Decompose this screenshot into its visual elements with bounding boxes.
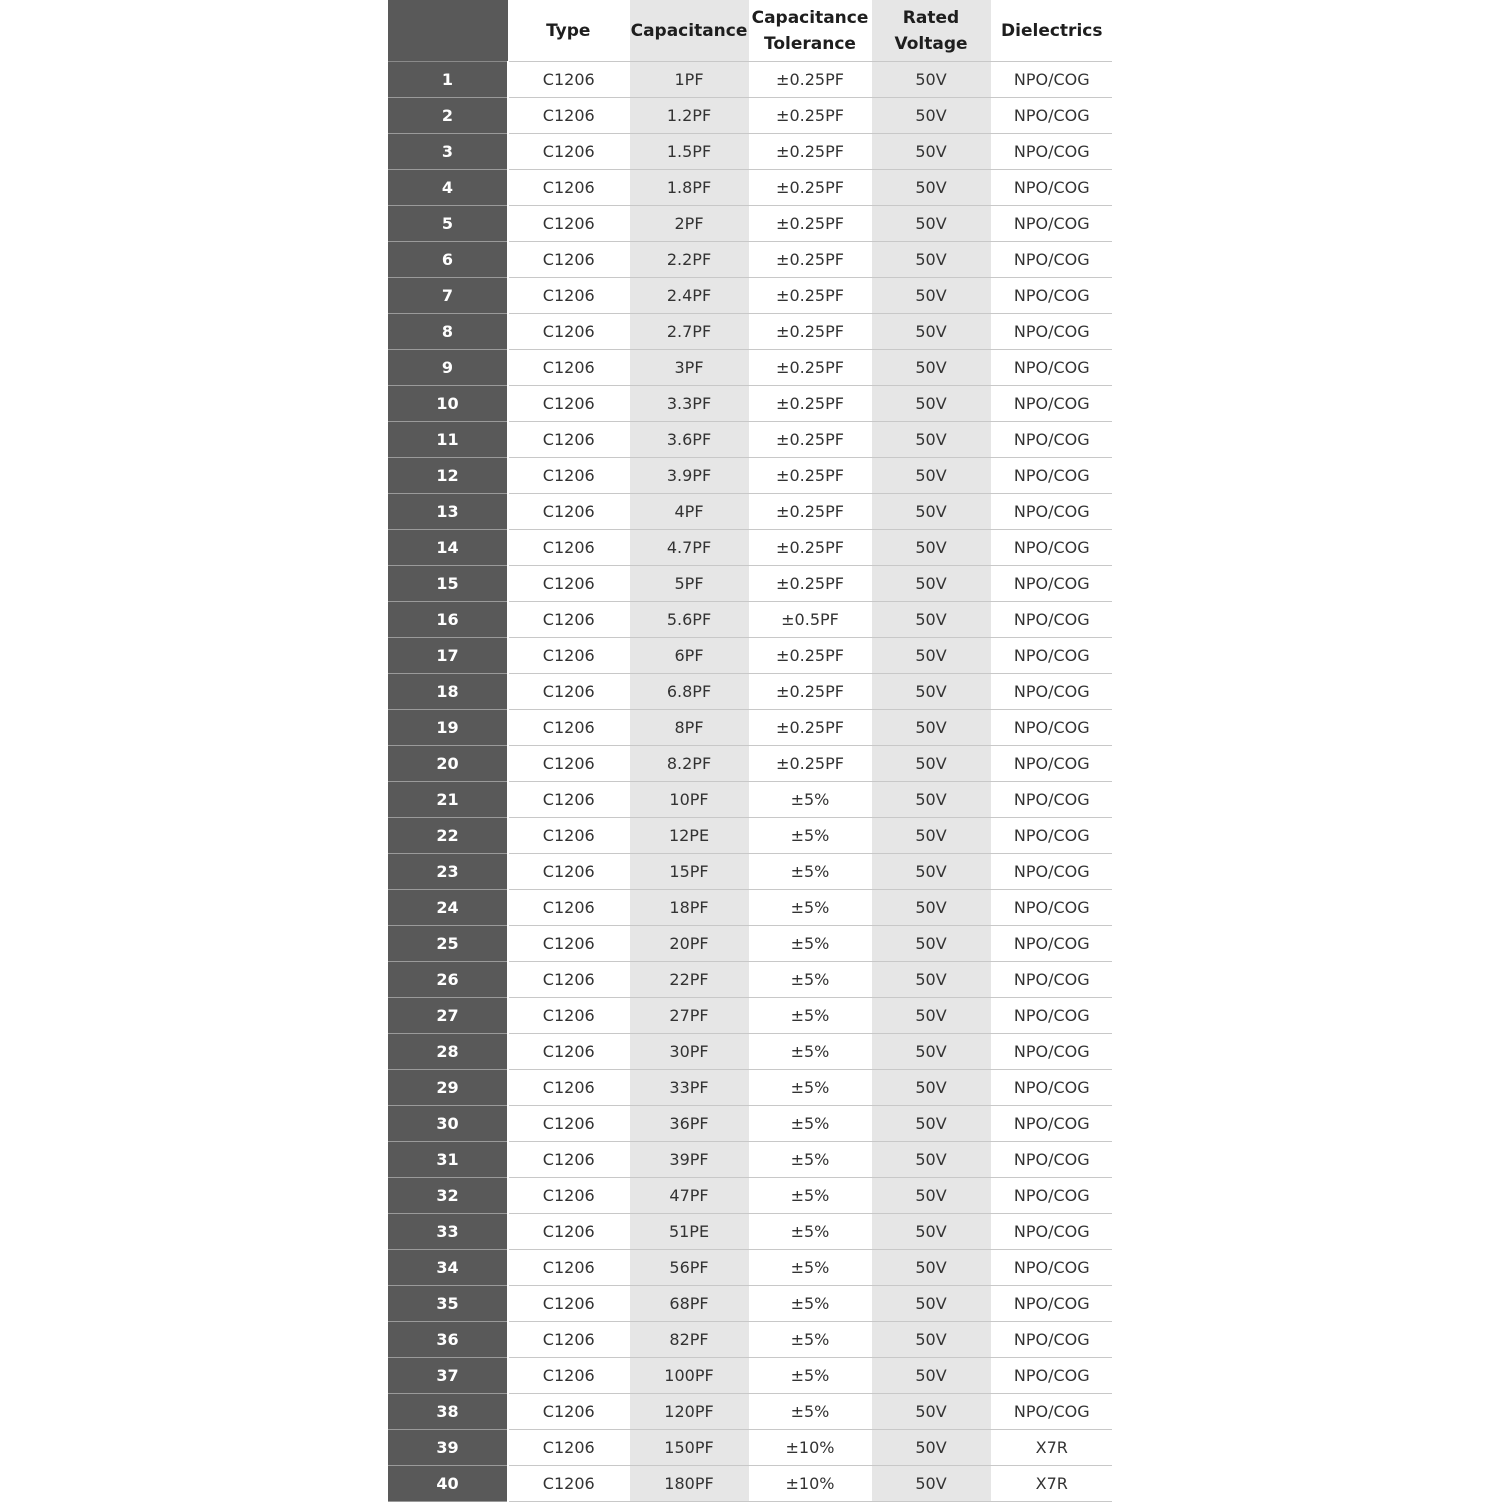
row-index: 25 bbox=[388, 926, 508, 962]
row-index: 10 bbox=[388, 386, 508, 422]
dielectrics-cell: NPO/COG bbox=[991, 350, 1112, 386]
capacitance-cell: 22PF bbox=[629, 962, 749, 998]
type-cell: C1206 bbox=[508, 242, 629, 278]
dielectrics-cell: NPO/COG bbox=[991, 1358, 1112, 1394]
type-cell: C1206 bbox=[508, 890, 629, 926]
rated-voltage-cell: 50V bbox=[871, 1106, 991, 1142]
capacitance-cell: 27PF bbox=[629, 998, 749, 1034]
dielectrics-cell: NPO/COG bbox=[991, 1178, 1112, 1214]
capacitance-cell: 6PF bbox=[629, 638, 749, 674]
tolerance-cell: ±0.25PF bbox=[749, 278, 871, 314]
row-index: 27 bbox=[388, 998, 508, 1034]
capacitance-column-header: Capacitance bbox=[629, 0, 749, 62]
row-index: 34 bbox=[388, 1250, 508, 1286]
type-cell: C1206 bbox=[508, 1142, 629, 1178]
table-row bbox=[388, 782, 1112, 818]
row-index: 32 bbox=[388, 1178, 508, 1214]
capacitance-cell: 4PF bbox=[629, 494, 749, 530]
dielectrics-cell: NPO/COG bbox=[991, 1250, 1112, 1286]
tolerance-cell: ±5% bbox=[749, 1322, 871, 1358]
tolerance-cell: ±0.25PF bbox=[749, 566, 871, 602]
capacitance-cell: 36PF bbox=[629, 1106, 749, 1142]
row-index: 17 bbox=[388, 638, 508, 674]
capacitance-cell: 3PF bbox=[629, 350, 749, 386]
type-cell: C1206 bbox=[508, 638, 629, 674]
capacitance-cell: 3.6PF bbox=[629, 422, 749, 458]
type-cell: C1206 bbox=[508, 746, 629, 782]
type-cell: C1206 bbox=[508, 1466, 629, 1502]
type-cell: C1206 bbox=[508, 1394, 629, 1430]
rated-voltage-cell: 50V bbox=[871, 1250, 991, 1286]
type-cell: C1206 bbox=[508, 782, 629, 818]
table-row bbox=[388, 1394, 1112, 1430]
rated-voltage-cell: 50V bbox=[871, 1322, 991, 1358]
dielectrics-cell: NPO/COG bbox=[991, 854, 1112, 890]
type-cell: C1206 bbox=[508, 710, 629, 746]
type-cell: C1206 bbox=[508, 1250, 629, 1286]
tolerance-cell: ±10% bbox=[749, 1430, 871, 1466]
tolerance-cell: ±0.25PF bbox=[749, 62, 871, 98]
capacitance-cell: 68PF bbox=[629, 1286, 749, 1322]
type-cell: C1206 bbox=[508, 1034, 629, 1070]
table-row bbox=[388, 1430, 1112, 1466]
dielectrics-cell: NPO/COG bbox=[991, 674, 1112, 710]
tolerance-cell: ±0.25PF bbox=[749, 350, 871, 386]
row-index: 23 bbox=[388, 854, 508, 890]
row-index: 24 bbox=[388, 890, 508, 926]
dielectrics-cell: NPO/COG bbox=[991, 422, 1112, 458]
dielectrics-cell: NPO/COG bbox=[991, 782, 1112, 818]
type-cell: C1206 bbox=[508, 422, 629, 458]
table-body bbox=[388, 62, 1112, 1502]
tolerance-cell: ±5% bbox=[749, 1214, 871, 1250]
row-index: 3 bbox=[388, 134, 508, 170]
row-index: 9 bbox=[388, 350, 508, 386]
rated-voltage-cell: 50V bbox=[871, 998, 991, 1034]
table-row bbox=[388, 1322, 1112, 1358]
rated-voltage-cell: 50V bbox=[871, 782, 991, 818]
tolerance-cell: ±5% bbox=[749, 1142, 871, 1178]
table-row bbox=[388, 1250, 1112, 1286]
type-cell: C1206 bbox=[508, 1322, 629, 1358]
type-cell: C1206 bbox=[508, 386, 629, 422]
tolerance-cell: ±5% bbox=[749, 1358, 871, 1394]
dielectrics-cell: NPO/COG bbox=[991, 566, 1112, 602]
table-row bbox=[388, 1466, 1112, 1502]
row-index: 20 bbox=[388, 746, 508, 782]
dielectrics-cell: NPO/COG bbox=[991, 602, 1112, 638]
header-row bbox=[388, 0, 1112, 62]
dielectrics-cell: NPO/COG bbox=[991, 746, 1112, 782]
capacitance-cell: 120PF bbox=[629, 1394, 749, 1430]
tolerance-cell: ±5% bbox=[749, 1250, 871, 1286]
dielectrics-cell: NPO/COG bbox=[991, 170, 1112, 206]
type-cell: C1206 bbox=[508, 494, 629, 530]
row-index: 22 bbox=[388, 818, 508, 854]
dielectrics-cell: X7R bbox=[991, 1466, 1112, 1502]
type-cell: C1206 bbox=[508, 818, 629, 854]
rated-voltage-cell: 50V bbox=[871, 530, 991, 566]
rated-voltage-cell: 50V bbox=[871, 350, 991, 386]
rated-voltage-cell: 50V bbox=[871, 1358, 991, 1394]
table-row bbox=[388, 134, 1112, 170]
type-cell: C1206 bbox=[508, 314, 629, 350]
rated-voltage-cell: 50V bbox=[871, 242, 991, 278]
rated-voltage-cell: 50V bbox=[871, 1070, 991, 1106]
capacitance-cell: 51PE bbox=[629, 1214, 749, 1250]
capacitance-cell: 4.7PF bbox=[629, 530, 749, 566]
type-column-header: Type bbox=[508, 0, 629, 62]
table-row bbox=[388, 1214, 1112, 1250]
table-row bbox=[388, 350, 1112, 386]
table-row bbox=[388, 1106, 1112, 1142]
rated-voltage-cell: 50V bbox=[871, 926, 991, 962]
capacitance-cell: 33PF bbox=[629, 1070, 749, 1106]
dielectrics-cell: NPO/COG bbox=[991, 494, 1112, 530]
dielectrics-cell: NPO/COG bbox=[991, 710, 1112, 746]
type-cell: C1206 bbox=[508, 98, 629, 134]
row-index: 12 bbox=[388, 458, 508, 494]
tolerance-cell: ±0.25PF bbox=[749, 638, 871, 674]
capacitance-cell: 2.7PF bbox=[629, 314, 749, 350]
table-row bbox=[388, 1286, 1112, 1322]
tolerance-cell: ±0.25PF bbox=[749, 386, 871, 422]
type-cell: C1206 bbox=[508, 350, 629, 386]
row-index: 21 bbox=[388, 782, 508, 818]
type-cell: C1206 bbox=[508, 1070, 629, 1106]
capacitance-cell: 150PF bbox=[629, 1430, 749, 1466]
table-row bbox=[388, 602, 1112, 638]
capacitance-cell: 2.2PF bbox=[629, 242, 749, 278]
rated-voltage-cell: 50V bbox=[871, 62, 991, 98]
tolerance-cell: ±0.25PF bbox=[749, 458, 871, 494]
dielectrics-cell: NPO/COG bbox=[991, 62, 1112, 98]
table-row bbox=[388, 746, 1112, 782]
row-index: 6 bbox=[388, 242, 508, 278]
table-row bbox=[388, 458, 1112, 494]
type-cell: C1206 bbox=[508, 62, 629, 98]
table-row bbox=[388, 1034, 1112, 1070]
table-row bbox=[388, 386, 1112, 422]
row-index: 1 bbox=[388, 62, 508, 98]
tolerance-cell: ±5% bbox=[749, 1178, 871, 1214]
tolerance-cell: ±5% bbox=[749, 1394, 871, 1430]
rated-voltage-cell: 50V bbox=[871, 314, 991, 350]
type-cell: C1206 bbox=[508, 1430, 629, 1466]
table-row bbox=[388, 98, 1112, 134]
table-row bbox=[388, 854, 1112, 890]
tolerance-cell: ±0.25PF bbox=[749, 710, 871, 746]
type-cell: C1206 bbox=[508, 602, 629, 638]
table-row bbox=[388, 530, 1112, 566]
tolerance-cell: ±5% bbox=[749, 854, 871, 890]
rated-voltage-cell: 50V bbox=[871, 638, 991, 674]
dielectrics-cell: NPO/COG bbox=[991, 134, 1112, 170]
dielectrics-cell: NPO/COG bbox=[991, 1286, 1112, 1322]
rated-voltage-cell: 50V bbox=[871, 1214, 991, 1250]
row-index: 19 bbox=[388, 710, 508, 746]
rated-voltage-cell: 50V bbox=[871, 458, 991, 494]
rated-voltage-cell: 50V bbox=[871, 1034, 991, 1070]
capacitance-cell: 1.8PF bbox=[629, 170, 749, 206]
dielectrics-cell: NPO/COG bbox=[991, 278, 1112, 314]
dielectrics-cell: X7R bbox=[991, 1430, 1112, 1466]
rated-voltage-cell: 50V bbox=[871, 386, 991, 422]
tolerance-cell: ±0.25PF bbox=[749, 530, 871, 566]
table-row bbox=[388, 566, 1112, 602]
table-row bbox=[388, 314, 1112, 350]
type-cell: C1206 bbox=[508, 1286, 629, 1322]
capacitance-cell: 1.5PF bbox=[629, 134, 749, 170]
rated-voltage-cell: 50V bbox=[871, 674, 991, 710]
type-cell: C1206 bbox=[508, 170, 629, 206]
table-row bbox=[388, 1178, 1112, 1214]
tolerance-cell: ±5% bbox=[749, 782, 871, 818]
rated-voltage-cell: 50V bbox=[871, 746, 991, 782]
capacitance-cell: 20PF bbox=[629, 926, 749, 962]
type-cell: C1206 bbox=[508, 566, 629, 602]
table-row bbox=[388, 422, 1112, 458]
rated-voltage-cell: 50V bbox=[871, 422, 991, 458]
capacitance-cell: 180PF bbox=[629, 1466, 749, 1502]
capacitance-cell: 2.4PF bbox=[629, 278, 749, 314]
row-index: 26 bbox=[388, 962, 508, 998]
type-cell: C1206 bbox=[508, 962, 629, 998]
row-index: 11 bbox=[388, 422, 508, 458]
table-row bbox=[388, 890, 1112, 926]
tolerance-cell: ±0.25PF bbox=[749, 242, 871, 278]
rated-voltage-cell: 50V bbox=[871, 494, 991, 530]
table-row bbox=[388, 1070, 1112, 1106]
rated-voltage-cell: 50V bbox=[871, 962, 991, 998]
tolerance-cell: ±0.25PF bbox=[749, 674, 871, 710]
rated-voltage-column-header: Rated Voltage bbox=[871, 0, 991, 62]
rated-voltage-cell: 50V bbox=[871, 1466, 991, 1502]
row-index: 31 bbox=[388, 1142, 508, 1178]
table-row bbox=[388, 1358, 1112, 1394]
row-index: 14 bbox=[388, 530, 508, 566]
type-cell: C1206 bbox=[508, 674, 629, 710]
type-cell: C1206 bbox=[508, 926, 629, 962]
table-row bbox=[388, 494, 1112, 530]
tolerance-cell: ±0.25PF bbox=[749, 746, 871, 782]
dielectrics-cell: NPO/COG bbox=[991, 206, 1112, 242]
capacitance-cell: 5PF bbox=[629, 566, 749, 602]
row-index: 2 bbox=[388, 98, 508, 134]
rated-voltage-cell: 50V bbox=[871, 710, 991, 746]
capacitance-cell: 82PF bbox=[629, 1322, 749, 1358]
dielectrics-cell: NPO/COG bbox=[991, 818, 1112, 854]
row-index: 5 bbox=[388, 206, 508, 242]
tolerance-cell: ±5% bbox=[749, 1070, 871, 1106]
rated-voltage-cell: 50V bbox=[871, 278, 991, 314]
dielectrics-cell: NPO/COG bbox=[991, 638, 1112, 674]
capacitance-cell: 3.9PF bbox=[629, 458, 749, 494]
row-index: 38 bbox=[388, 1394, 508, 1430]
dielectrics-cell: NPO/COG bbox=[991, 1394, 1112, 1430]
type-cell: C1206 bbox=[508, 854, 629, 890]
rated-voltage-cell: 50V bbox=[871, 1142, 991, 1178]
dielectrics-cell: NPO/COG bbox=[991, 998, 1112, 1034]
table-row bbox=[388, 278, 1112, 314]
dielectrics-cell: NPO/COG bbox=[991, 1322, 1112, 1358]
tolerance-cell: ±0.25PF bbox=[749, 98, 871, 134]
table-row bbox=[388, 998, 1112, 1034]
rated-voltage-cell: 50V bbox=[871, 890, 991, 926]
capacitance-cell: 6.8PF bbox=[629, 674, 749, 710]
rated-voltage-cell: 50V bbox=[871, 566, 991, 602]
dielectrics-cell: NPO/COG bbox=[991, 926, 1112, 962]
table-row bbox=[388, 170, 1112, 206]
capacitance-cell: 30PF bbox=[629, 1034, 749, 1070]
row-index: 13 bbox=[388, 494, 508, 530]
tolerance-cell: ±5% bbox=[749, 1106, 871, 1142]
capacitance-cell: 5.6PF bbox=[629, 602, 749, 638]
type-cell: C1206 bbox=[508, 134, 629, 170]
dielectrics-cell: NPO/COG bbox=[991, 1034, 1112, 1070]
rated-voltage-cell: 50V bbox=[871, 1178, 991, 1214]
table-row bbox=[388, 1142, 1112, 1178]
tolerance-cell: ±0.25PF bbox=[749, 134, 871, 170]
capacitance-cell: 2PF bbox=[629, 206, 749, 242]
dielectrics-cell: NPO/COG bbox=[991, 530, 1112, 566]
dielectrics-cell: NPO/COG bbox=[991, 98, 1112, 134]
capacitance-cell: 8PF bbox=[629, 710, 749, 746]
index-column-header bbox=[388, 0, 508, 62]
table-row bbox=[388, 926, 1112, 962]
rated-voltage-cell: 50V bbox=[871, 602, 991, 638]
capacitance-cell: 15PF bbox=[629, 854, 749, 890]
capacitance-cell: 18PF bbox=[629, 890, 749, 926]
tolerance-cell: ±0.5PF bbox=[749, 602, 871, 638]
dielectrics-cell: NPO/COG bbox=[991, 1106, 1112, 1142]
tolerance-cell: ±5% bbox=[749, 818, 871, 854]
capacitance-cell: 39PF bbox=[629, 1142, 749, 1178]
tolerance-cell: ±5% bbox=[749, 926, 871, 962]
row-index: 28 bbox=[388, 1034, 508, 1070]
type-cell: C1206 bbox=[508, 530, 629, 566]
rated-voltage-cell: 50V bbox=[871, 170, 991, 206]
tolerance-column-header: Capacitance Tolerance bbox=[749, 0, 871, 62]
capacitance-cell: 56PF bbox=[629, 1250, 749, 1286]
table-row bbox=[388, 962, 1112, 998]
table-row bbox=[388, 242, 1112, 278]
row-index: 15 bbox=[388, 566, 508, 602]
tolerance-cell: ±10% bbox=[749, 1466, 871, 1502]
dielectrics-cell: NPO/COG bbox=[991, 458, 1112, 494]
row-index: 37 bbox=[388, 1358, 508, 1394]
capacitance-cell: 10PF bbox=[629, 782, 749, 818]
dielectrics-cell: NPO/COG bbox=[991, 1070, 1112, 1106]
row-index: 33 bbox=[388, 1214, 508, 1250]
row-index: 35 bbox=[388, 1286, 508, 1322]
row-index: 29 bbox=[388, 1070, 508, 1106]
dielectrics-column-header: Dielectrics bbox=[991, 0, 1112, 62]
table-row bbox=[388, 674, 1112, 710]
tolerance-cell: ±5% bbox=[749, 1034, 871, 1070]
rated-voltage-cell: 50V bbox=[871, 854, 991, 890]
table-row bbox=[388, 206, 1112, 242]
table-row bbox=[388, 710, 1112, 746]
capacitance-cell: 47PF bbox=[629, 1178, 749, 1214]
tolerance-cell: ±0.25PF bbox=[749, 422, 871, 458]
rated-voltage-cell: 50V bbox=[871, 1394, 991, 1430]
type-cell: C1206 bbox=[508, 1106, 629, 1142]
rated-voltage-cell: 50V bbox=[871, 206, 991, 242]
dielectrics-cell: NPO/COG bbox=[991, 386, 1112, 422]
tolerance-cell: ±0.25PF bbox=[749, 314, 871, 350]
row-index: 30 bbox=[388, 1106, 508, 1142]
type-cell: C1206 bbox=[508, 206, 629, 242]
rated-voltage-cell: 50V bbox=[871, 98, 991, 134]
capacitor-spec-table bbox=[388, 0, 1112, 1502]
capacitance-cell: 3.3PF bbox=[629, 386, 749, 422]
type-cell: C1206 bbox=[508, 278, 629, 314]
tolerance-cell: ±5% bbox=[749, 962, 871, 998]
dielectrics-cell: NPO/COG bbox=[991, 1142, 1112, 1178]
rated-voltage-cell: 50V bbox=[871, 134, 991, 170]
capacitance-cell: 100PF bbox=[629, 1358, 749, 1394]
row-index: 36 bbox=[388, 1322, 508, 1358]
table-row bbox=[388, 62, 1112, 98]
table-row bbox=[388, 818, 1112, 854]
row-index: 16 bbox=[388, 602, 508, 638]
rated-voltage-cell: 50V bbox=[871, 1430, 991, 1466]
capacitance-cell: 1.2PF bbox=[629, 98, 749, 134]
dielectrics-cell: NPO/COG bbox=[991, 890, 1112, 926]
tolerance-cell: ±0.25PF bbox=[749, 494, 871, 530]
row-index: 18 bbox=[388, 674, 508, 710]
tolerance-cell: ±5% bbox=[749, 890, 871, 926]
type-cell: C1206 bbox=[508, 458, 629, 494]
dielectrics-cell: NPO/COG bbox=[991, 242, 1112, 278]
tolerance-cell: ±0.25PF bbox=[749, 170, 871, 206]
type-cell: C1206 bbox=[508, 998, 629, 1034]
type-cell: C1206 bbox=[508, 1178, 629, 1214]
dielectrics-cell: NPO/COG bbox=[991, 314, 1112, 350]
row-index: 39 bbox=[388, 1430, 508, 1466]
type-cell: C1206 bbox=[508, 1214, 629, 1250]
type-cell: C1206 bbox=[508, 1358, 629, 1394]
capacitance-cell: 12PE bbox=[629, 818, 749, 854]
row-index: 7 bbox=[388, 278, 508, 314]
dielectrics-cell: NPO/COG bbox=[991, 1214, 1112, 1250]
row-index: 4 bbox=[388, 170, 508, 206]
tolerance-cell: ±0.25PF bbox=[749, 206, 871, 242]
rated-voltage-cell: 50V bbox=[871, 1286, 991, 1322]
capacitance-cell: 1PF bbox=[629, 62, 749, 98]
dielectrics-cell: NPO/COG bbox=[991, 962, 1112, 998]
tolerance-cell: ±5% bbox=[749, 998, 871, 1034]
tolerance-cell: ±5% bbox=[749, 1286, 871, 1322]
row-index: 8 bbox=[388, 314, 508, 350]
rated-voltage-cell: 50V bbox=[871, 818, 991, 854]
row-index: 40 bbox=[388, 1466, 508, 1502]
table-row bbox=[388, 638, 1112, 674]
capacitance-cell: 8.2PF bbox=[629, 746, 749, 782]
